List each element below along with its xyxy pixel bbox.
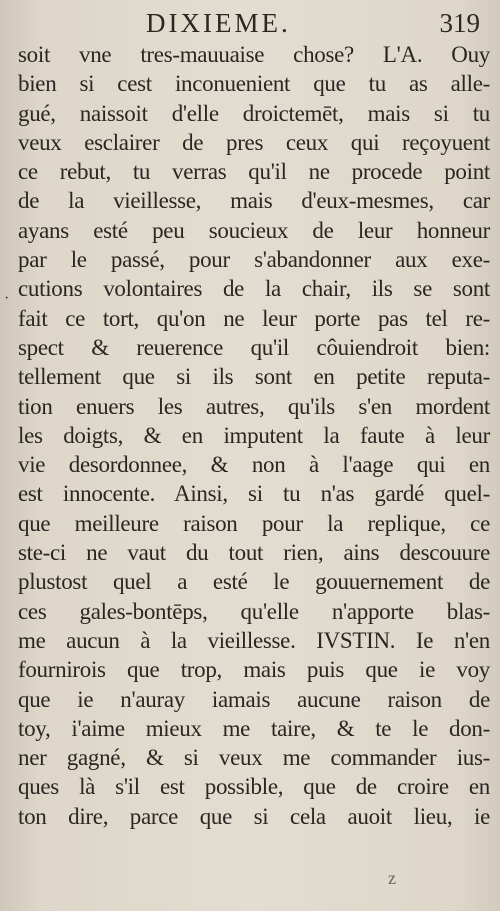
text-line: les doigts, & en imputent la faute à leur: [18, 422, 490, 448]
text-line: tellement que si ils sont en petite reputa-: [18, 364, 490, 390]
text-line: plustost quel a esté le gouuernement de: [18, 569, 490, 595]
text-line: gué, naissoit d'elle droictemēt, mais si tu: [18, 100, 490, 126]
text-line: que ie n'auray iamais aucune raison de: [18, 686, 490, 712]
text-line: ner gagné, & si veux me commander ius-: [18, 745, 490, 771]
text-line: ce rebut, tu verras qu'il ne procede point: [18, 159, 490, 185]
text-line: fournirois que trop, mais puis que ie voy: [18, 657, 490, 683]
footer-mark: z: [388, 868, 396, 888]
text-line: de la vieillesse, mais d'eux-mesmes, car: [18, 188, 490, 214]
text-line: ste-ci ne vaut du tout rien, ains descouure: [18, 540, 490, 566]
text-line: que meilleure raison pour la replique, ce: [18, 510, 490, 536]
text-line: toy, i'aime mieux me taire, & te le don-: [18, 715, 490, 741]
text-line: soit vne tres-mauuaise chose? L'A. Ouy: [18, 42, 490, 67]
text-line: ayans esté peu soucieux de leur honneur: [18, 217, 490, 243]
text-line: ton dire, parce que si cela auoit lieu, ie: [18, 803, 490, 829]
text-line: ces gales-bontēps, qu'elle n'apporte blas-: [18, 598, 490, 624]
page-number: 319: [439, 8, 480, 38]
text-line: cutions volontaires de la chair, ils se sont: [18, 276, 490, 302]
text-line: bien si cest inconuenient que tu as alle-: [18, 71, 490, 97]
text-line: vie desordonnee, & non à l'aage qui en: [18, 452, 490, 478]
margin-mark: ·: [4, 290, 10, 307]
text-line: est innocente. Ainsi, si tu n'as gardé quel-: [18, 481, 490, 507]
text-line: fait ce tort, qu'on ne leur porte pas tel re-: [18, 305, 490, 331]
text-line: veux esclairer de pres ceux qui reçoyuent: [18, 129, 490, 155]
page-header: [0, 4, 500, 40]
text-line: me aucun à la vieillesse. IVSTIN. Ie n'en: [18, 627, 490, 653]
text-line: spect & reuerence qu'il côuiendroit bien:: [18, 334, 490, 360]
text-line: tion enuers les autres, qu'ils s'en mordent: [18, 393, 490, 419]
text-line: par le passé, pour s'abandonner aux exe-: [18, 247, 490, 273]
text-line: ques là s'il est possible, que de croire en: [18, 774, 490, 800]
running-head: DIXIEME.: [146, 8, 291, 38]
body-text: [18, 40, 490, 831]
